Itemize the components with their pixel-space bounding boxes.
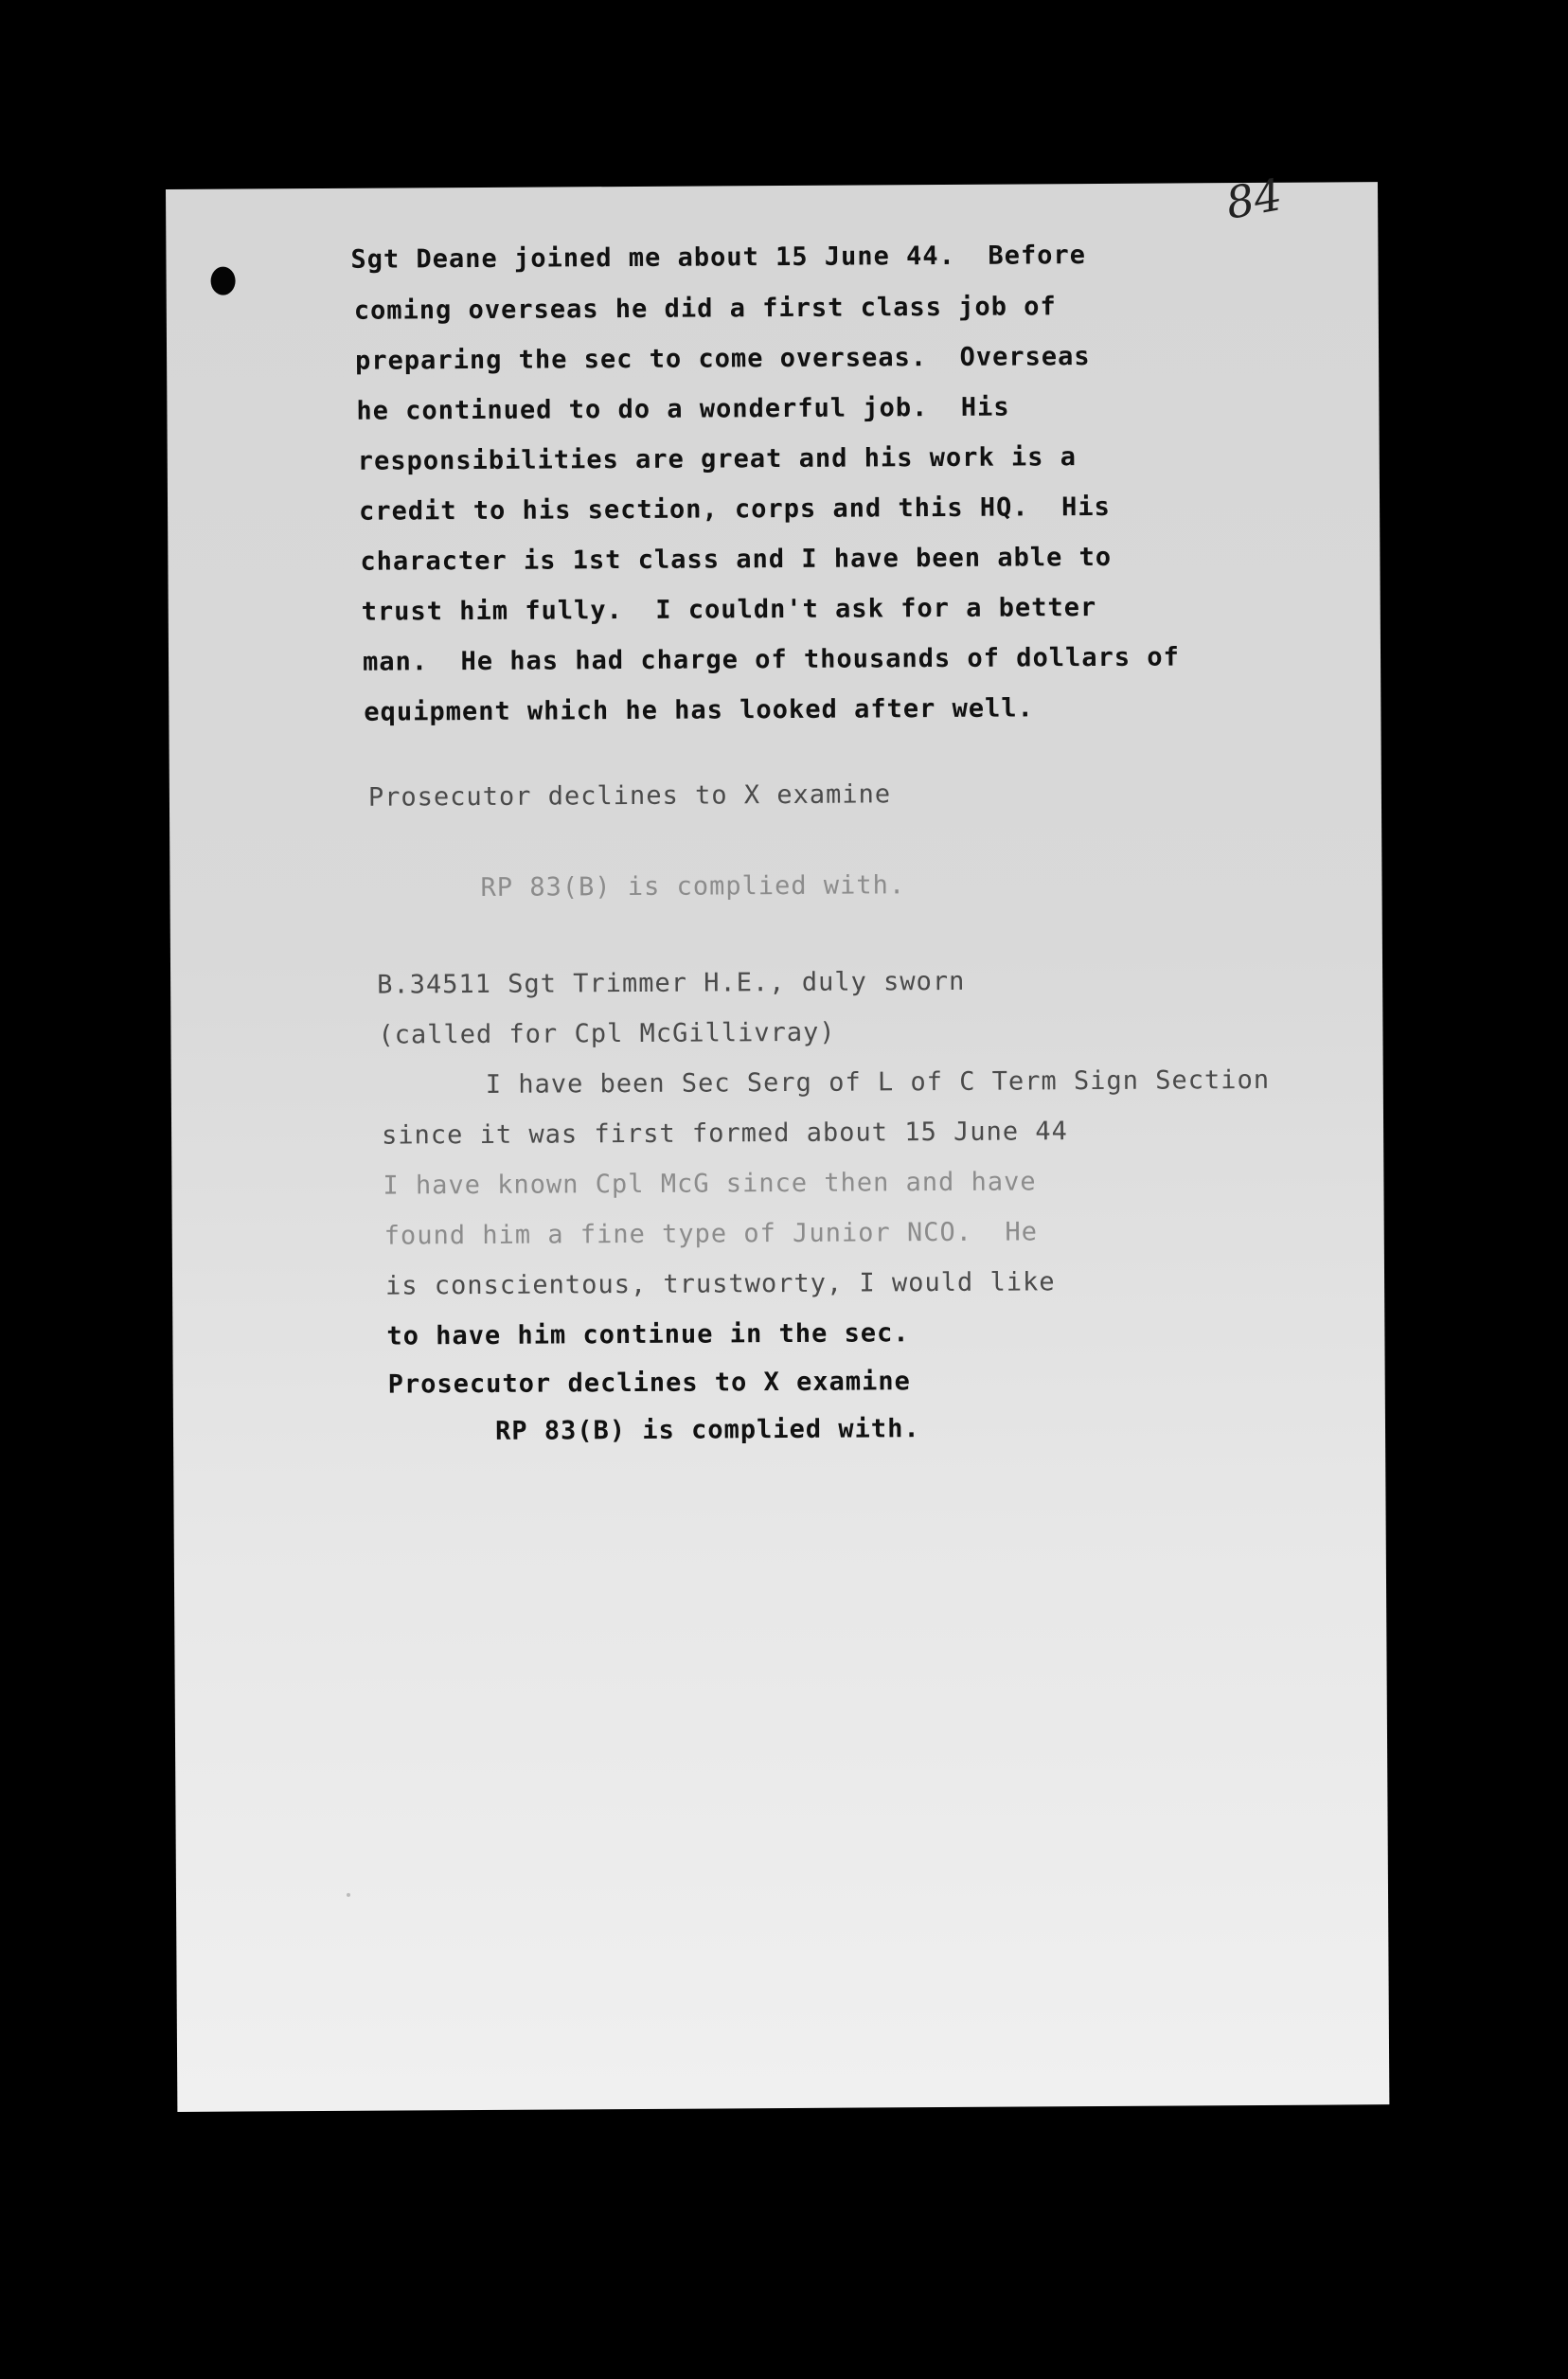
text-line: I have known Cpl McG since then and have: [383, 1167, 1037, 1201]
document-page: [166, 169, 1389, 2112]
text-line: found him a fine type of Junior NCO. He: [383, 1217, 1039, 1251]
rp-compliance-line: RP 83(B) is complied with.: [480, 870, 906, 903]
text-line: trust him fully. I couldn't ask for a better: [361, 593, 1097, 627]
rp-compliance-line: RP 83(B) is complied with.: [494, 1414, 920, 1446]
text-line: he continued to do a wonderful job. His: [356, 392, 1010, 426]
witness-header: B.34511 Sgt Trimmer H.E., duly sworn: [377, 966, 966, 1000]
paper-speck: [347, 1893, 350, 1897]
text-line: since it was first formed about 15 June 44: [382, 1117, 1068, 1151]
text-line: character is 1st class and I have been able to: [360, 542, 1113, 577]
witness-called-for: (called for Cpl McGillivray): [378, 1017, 836, 1050]
prosecutor-line: Prosecutor declines to X examine: [367, 779, 892, 813]
text-line: equipment which he has looked after well.: [364, 693, 1034, 727]
text-line: I have been Sec Serg of L of C Term Sign Section: [485, 1064, 1271, 1100]
text-line: preparing the sec to come overseas. Overseas: [355, 342, 1091, 376]
text-line: to have him continue in the sec.: [386, 1318, 910, 1351]
text-line: credit to his section, corps and this HQ. His: [358, 492, 1111, 527]
text-line: coming overseas he did a first class job of: [353, 292, 1057, 326]
text-line: Sgt Deane joined me about 15 June 44. Before: [350, 241, 1087, 275]
page-number-annotation: 84: [1221, 169, 1287, 229]
text-line: is conscientous, trustworty, I would like: [384, 1267, 1056, 1301]
prosecutor-line: Prosecutor declines to X examine: [387, 1367, 911, 1400]
text-line: man. He has had charge of thousands of dollars of: [362, 642, 1180, 677]
punch-hole: [211, 267, 236, 295]
text-line: responsibilities are great and his work is a: [357, 442, 1078, 476]
